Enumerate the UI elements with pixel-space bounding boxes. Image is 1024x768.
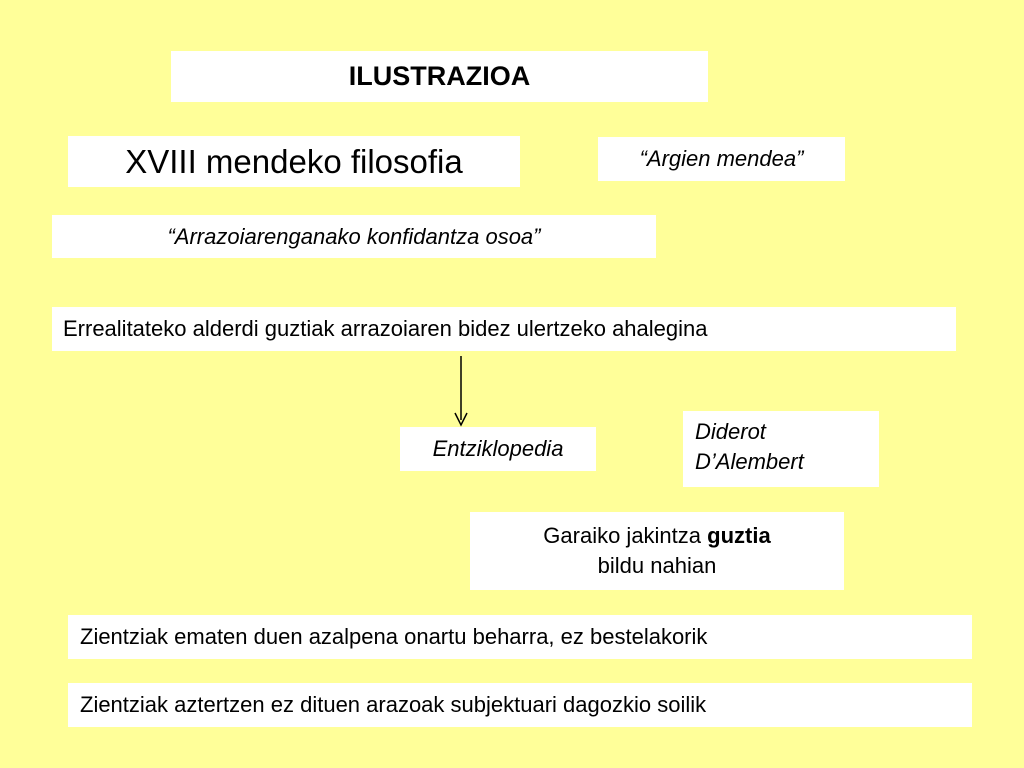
garaiko-box xyxy=(470,512,844,590)
entziklopedia-box: Entziklopedia xyxy=(400,427,596,471)
authors-box xyxy=(683,411,879,487)
errealitate-box: Errealitateko alderdi guztiak arrazoiaren bidez ulertzeko ahalegina xyxy=(52,307,956,351)
garaiko-line1-bold: guztia xyxy=(707,523,771,548)
zientziak-azalpena-box: Zientziak ematen duen azalpena onartu beharra, ez bestelakorik xyxy=(68,615,972,659)
garaiko-line2: bildu nahian xyxy=(597,553,717,578)
zientziak-arazoak-box: Zientziak aztertzen ez dituen arazoak subjektuari dagozkio soilik xyxy=(68,683,972,727)
garaiko-line1-text: Garaiko jakintza xyxy=(543,523,708,548)
subtitle-box: XVIII mendeko filosofia xyxy=(68,136,520,187)
garaiko-line1 xyxy=(543,521,770,551)
author-diderot: Diderot xyxy=(695,419,766,444)
author-dalembert: D’Alembert xyxy=(695,449,804,474)
down-arrow-icon xyxy=(451,356,471,428)
slide-title: ILUSTRAZIOA xyxy=(171,51,708,102)
konfidantza-box: “Arrazoiarenganako konfidantza osoa” xyxy=(52,215,656,258)
argien-mendea-box: “Argien mendea” xyxy=(598,137,845,181)
